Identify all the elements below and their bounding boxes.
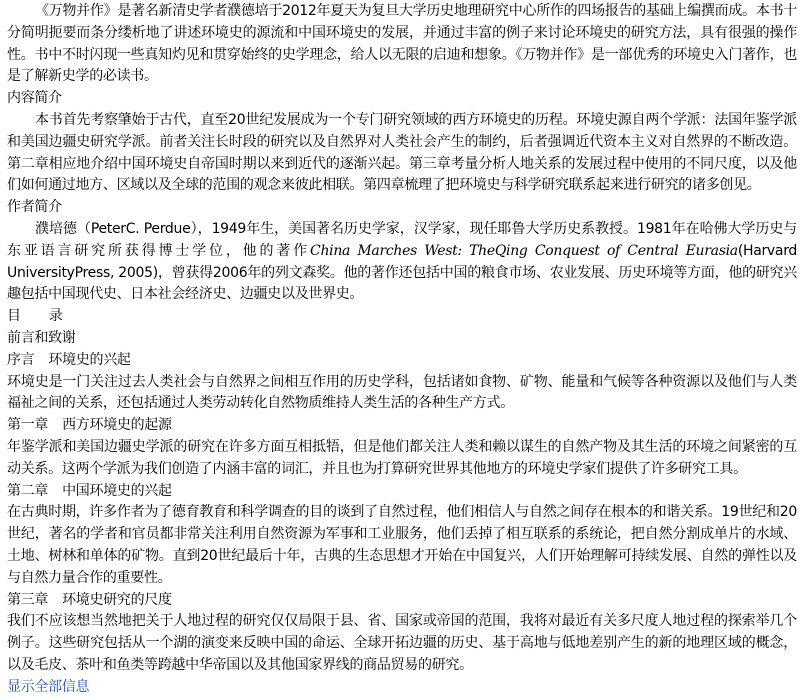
author-book-title: China Marches West: TheQing Conquest of Central Eurasia [310,242,738,259]
chapter-2-name: 中国环境史的兴起 [62,482,172,499]
toc-preface: 前言和致谢 [7,329,76,346]
intro-paragraph: 《万物并作》是著名新清史学者濮德培于2012年夏天为复旦大学历史地理研究中心所作的四场报告的基础上编撰而成。本书十分简明扼要而条分缕析地了讲述环境史的源流和中国环境史的发展，并通过丰富的例子来讨论环境史的研究方法，具有很强的操作性。书中不时闪现一些真知灼见和贯穿始终的史学理念，给人以无限的启迪和想象。《万物并作》是一部优秀的环境史入门著作，也是了解新史学的必读书。 [7,3,797,85]
show-all-info-link[interactable]: 显示全部信息 [7,678,90,695]
toc-heading [7,306,797,328]
chapter-2-label: 第二章 [7,482,49,499]
toc-intro-label: 序言 [7,351,35,368]
content-summary-body: 本书首先考察肇始于古代，直至20世纪发展成为一个专门研究领域的西方环境史的历程。环境史源自两个学派：法国年鉴学派和美国边疆史研究学派。前者关注长时段的研究以及自然界对人类社会产生的制约，后者强调近代资本主义对自然界的不断改造。第二章相应地介绍中国环境史自帝国时期以来到近代的逐渐兴起。第三章考量分析人地关系的发展过程中使用的不同尺度，以及他们如何通过地方、区域以及全球的范围的观念来彼此相联。第四章梳理了把环境史与科学研究联系起来进行研究的诸多创见。 [7,111,797,194]
toc-intro-name: 环境史的兴起 [48,351,131,368]
chapter-3-name: 环境史研究的尺度 [62,591,172,608]
chapter-1-name: 西方环境史的起源 [62,417,172,434]
chapter-3-label: 第三章 [7,591,49,608]
chapter-2-body: 在古典时期，许多作者为了德育教育和科学调查的目的谈到了自然过程，他们相信人与自然之间存在根本的和谐关系。19世纪和20世纪，著名的学者和官员都非常关注利用自然资源为军事和工业服务，他们丢掉了相互联系的系统论，把自然分割成单片的水域、土地、树林和单体的矿物。直到20世纪最后十年，古典的生态思想才开始在中国复兴，人们开始理解可持续发展、自然的弹性以及与自然力量合作的重要性。 [7,504,797,586]
chapter-1-label: 第一章 [7,417,49,434]
author-profile-text-after: (Harvard UniversityPress, 2005)，曾获得2006年的列文森奖。他的著作还包括中国的粮食市场、农业发展、历史环境等方面，他的研究兴趣包括中国现代史、日本社会经济史、边疆史以及世界史。 [7,242,797,303]
chapter-1-title [7,415,797,437]
author-profile-text-before: 濮培德（PeterC. Perdue），1949年生，美国著名历史学家，汉学家，现任耶鲁大学历史系教授。1981年在哈佛大学历史与东亚语言研究所获得博士学位，他的著作 [7,220,797,259]
chapter-3-title [7,590,797,612]
toc-heading-right: 录 [48,308,63,325]
content-summary-heading: 内容简介 [7,90,62,107]
toc-intro-body: 环境史是一门关注过去人类社会与自然界之间相互作用的历史学科，包括诸如食物、矿物、能量和气候等各种资源以及他们与人类福祉之间的关系，还包括通过人类劳动转化自然物质维持人类生活的各种生产方式。 [7,373,797,412]
toc-intro-title [7,350,797,372]
author-profile-heading: 作者简介 [7,199,62,216]
chapter-3-body: 我们不应该想当然地把关于人地过程的研究仅仅局限于县、省、国家或帝国的范围，我将对最近有关多尺度人地过程的探索举几个例子。这些研究包括从一个湖的演变来反映中国的命运、全球开拓边疆的历史、基于高地与低地差别产生的新的地理区域的概念，以及毛皮、茶叶和鱼类等跨越中华帝国以及其他国家界线的商品贸易的研究。 [7,613,797,673]
chapter-1-body: 年鉴学派和美国边疆史学派的研究在许多方面互相抵牾，但是他们都关注人类和赖以谋生的自然产物及其生活的环境之间紧密的互动关系。这两个学派为我们创造了内涵丰富的词汇，并且也为打算研究世界其他地方的环境史学家们提供了许多研究工具。 [7,438,797,477]
chapter-2-title [7,481,797,503]
toc-heading-left: 目 [7,308,21,325]
book-description [7,1,797,699]
author-profile-body [7,219,797,306]
